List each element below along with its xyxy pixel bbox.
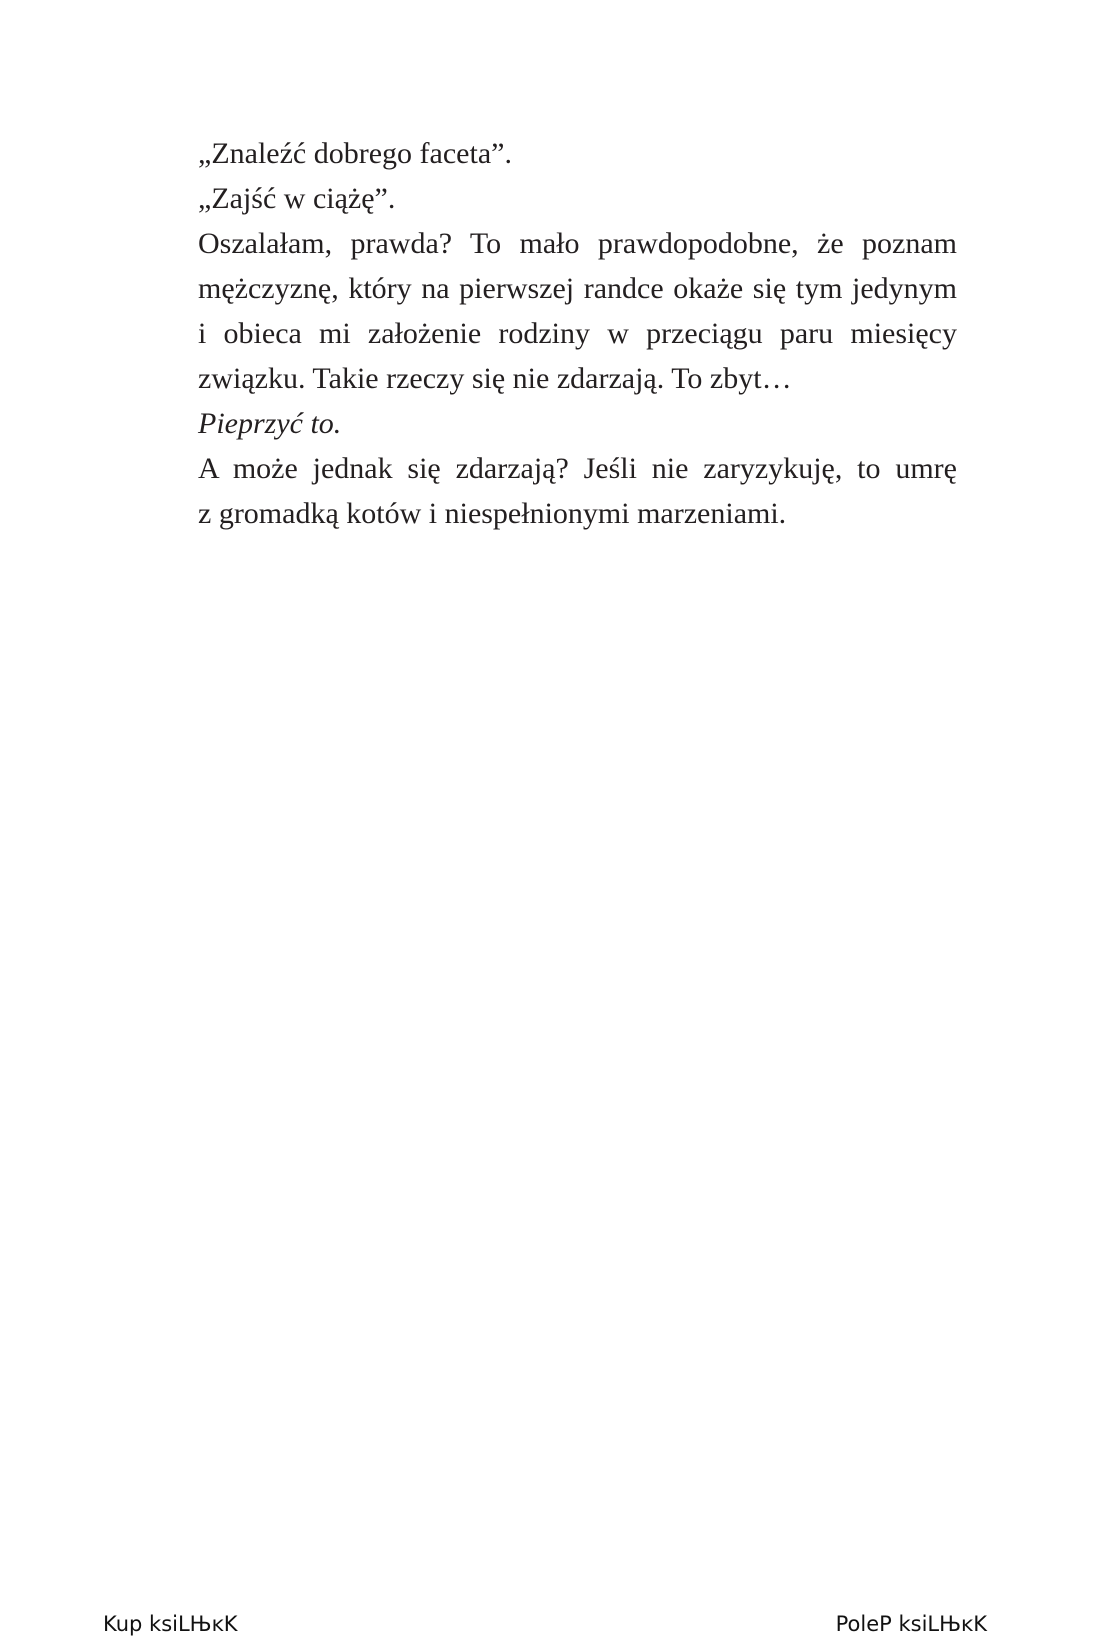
paragraph	[159, 131, 957, 176]
paragraph	[159, 176, 957, 221]
text-line: z gromadką kotów i niespełnionymi marzeniami.	[198, 497, 787, 530]
text-line: mężczyznę, który na pierwszej randce okaże się tym jedynym	[198, 272, 957, 305]
paragraph	[159, 446, 957, 536]
text-line: związku. Takie rzeczy się nie zdarzają. To zbyt…	[198, 362, 792, 395]
text-line: „Zajść w ciążę”.	[198, 182, 396, 215]
buy-book-link[interactable]: Kup ksiLЊĸK	[103, 1612, 238, 1636]
text-line: „Znaleźć dobrego faceta”.	[198, 137, 512, 170]
text-line: Oszalałam, prawda? To mało prawdopodobne, że poznam	[198, 227, 957, 260]
book-page-text	[159, 131, 957, 536]
paragraph-italic	[159, 401, 957, 446]
text-line: A może jednak się zdarzają? Jeśli nie zaryzykuję, to umrę	[198, 452, 957, 485]
paragraph	[159, 221, 957, 401]
text-line: Pieprzyć to.	[198, 407, 342, 440]
recommend-book-link[interactable]: PoleP ksiLЊĸK	[835, 1612, 987, 1636]
text-line: i obieca mi założenie rodziny w przeciągu paru miesięcy	[198, 317, 957, 350]
